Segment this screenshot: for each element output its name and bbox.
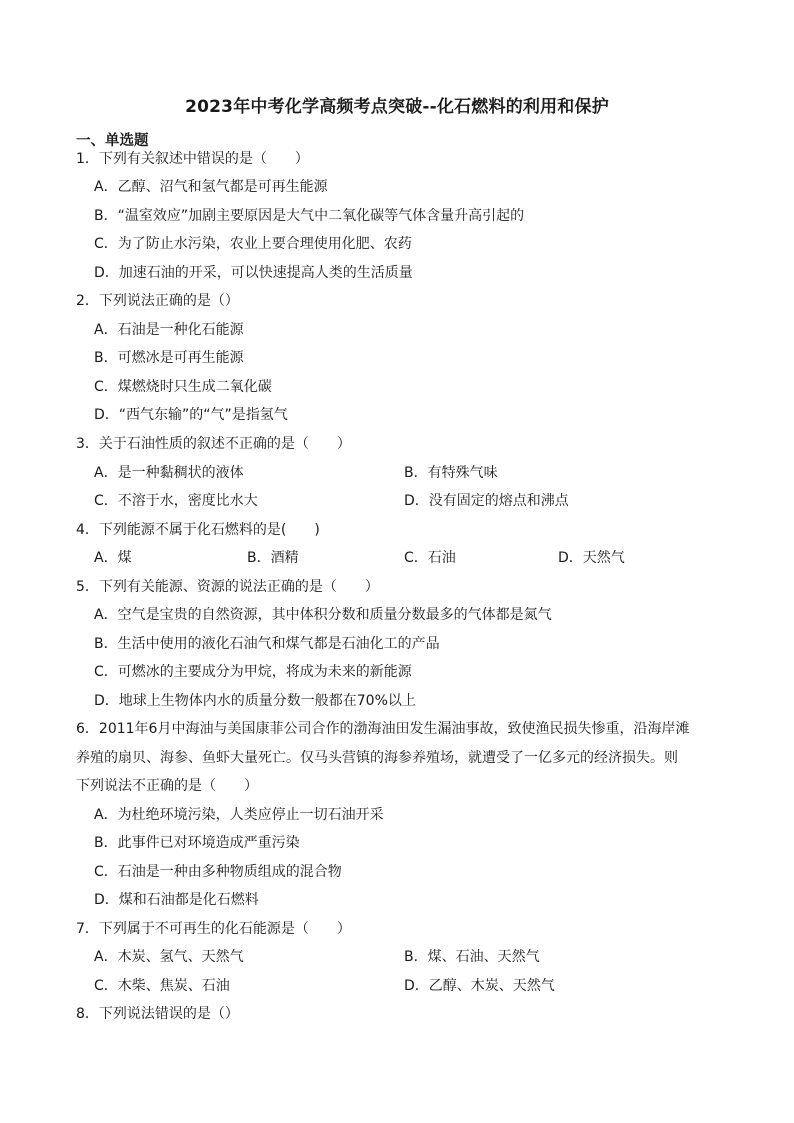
question-4-option-c: C．石油 [404, 550, 456, 566]
question-7-stem: 7．下列属于不可再生的化石能源是（ ） [76, 921, 351, 937]
question-4-option-d: D．天然气 [558, 550, 625, 566]
question-2-option-a: A．石油是一种化石能源 [94, 322, 244, 338]
question-5-option-c: C．可燃冰的主要成分为甲烷，将成为未来的新能源 [94, 664, 412, 680]
question-6-option-b: B．此事件已对环境造成严重污染 [94, 835, 300, 851]
question-6-option-d: D．煤和石油都是化石燃料 [94, 892, 259, 908]
question-1-option-b: B．“温室效应”加剧主要原因是大气中二氧化碳等气体含量升高引起的 [94, 208, 525, 224]
question-6-stem-line-2: 养殖的扇贝、海参、鱼虾大量死亡。仅马头营镇的海参养殖场，就遭受了一亿多元的经济损失。则 [76, 750, 678, 766]
question-7-option-a: A．木炭、氢气、天然气 [94, 949, 244, 965]
question-5-option-d: D．地球上生物体内水的质量分数一般都在70%以上 [94, 693, 416, 709]
question-3-option-d: D．没有固定的熔点和沸点 [404, 493, 569, 509]
question-7-option-c: C．木柴、焦炭、石油 [94, 978, 230, 994]
question-7-option-b: B．煤、石油、天然气 [404, 949, 540, 965]
question-2-option-b: B．可燃冰是可再生能源 [94, 350, 244, 366]
question-4-option-a: A．煤 [94, 550, 132, 566]
question-4-option-b: B．酒精 [247, 550, 299, 566]
question-7-option-d: D．乙醇、木炭、天然气 [404, 978, 555, 994]
question-2-option-d: D．“西气东输”的“气”是指氢气 [94, 407, 288, 423]
question-6-stem-line-1: 6．2011年6月中海油与美国康菲公司合作的渤海油田发生漏油事故，致使渔民损失惨重，沿海岸滩 [76, 721, 690, 737]
question-1-stem: 1．下列有关叙述中错误的是（ ） [76, 151, 309, 167]
section-heading: 一、单选题 [76, 133, 149, 149]
question-3-stem: 3．关于石油性质的叙述不正确的是（ ） [76, 436, 351, 452]
question-3-option-c: C．不溶于水，密度比水大 [94, 493, 258, 509]
question-1-option-a: A．乙醇、沼气和氢气都是可再生能源 [94, 179, 328, 195]
question-2-option-c: C．煤燃烧时只生成二氧化碳 [94, 379, 272, 395]
question-3-option-b: B．有特殊气味 [404, 465, 498, 481]
document-title: 2023年中考化学高频考点突破--化石燃料的利用和保护 [185, 97, 609, 117]
question-6-option-c: C．石油是一种由多种物质组成的混合物 [94, 864, 342, 880]
question-8-stem: 8．下列说法错误的是（） [76, 1006, 239, 1022]
question-5-option-b: B．生活中使用的液化石油气和煤气都是石油化工的产品 [94, 636, 440, 652]
question-6-option-a: A．为杜绝环境污染，人类应停止一切石油开采 [94, 807, 384, 823]
question-1-option-c: C．为了防止水污染，农业上要合理使用化肥、农药 [94, 236, 412, 252]
question-2-stem: 2．下列说法正确的是（） [76, 293, 239, 309]
question-4-stem: 4．下列能源不属于化石燃料的是( ) [76, 522, 320, 538]
question-5-option-a: A．空气是宝贵的自然资源，其中体积分数和质量分数最多的气体都是氮气 [94, 607, 552, 623]
question-5-stem: 5．下列有关能源、资源的说法正确的是（ ） [76, 579, 379, 595]
question-3-option-a: A．是一种黏稠状的液体 [94, 465, 244, 481]
question-6-stem-line-3: 下列说法不正确的是（ ） [76, 778, 258, 794]
question-1-option-d: D．加速石油的开采，可以快速提高人类的生活质量 [94, 265, 413, 281]
